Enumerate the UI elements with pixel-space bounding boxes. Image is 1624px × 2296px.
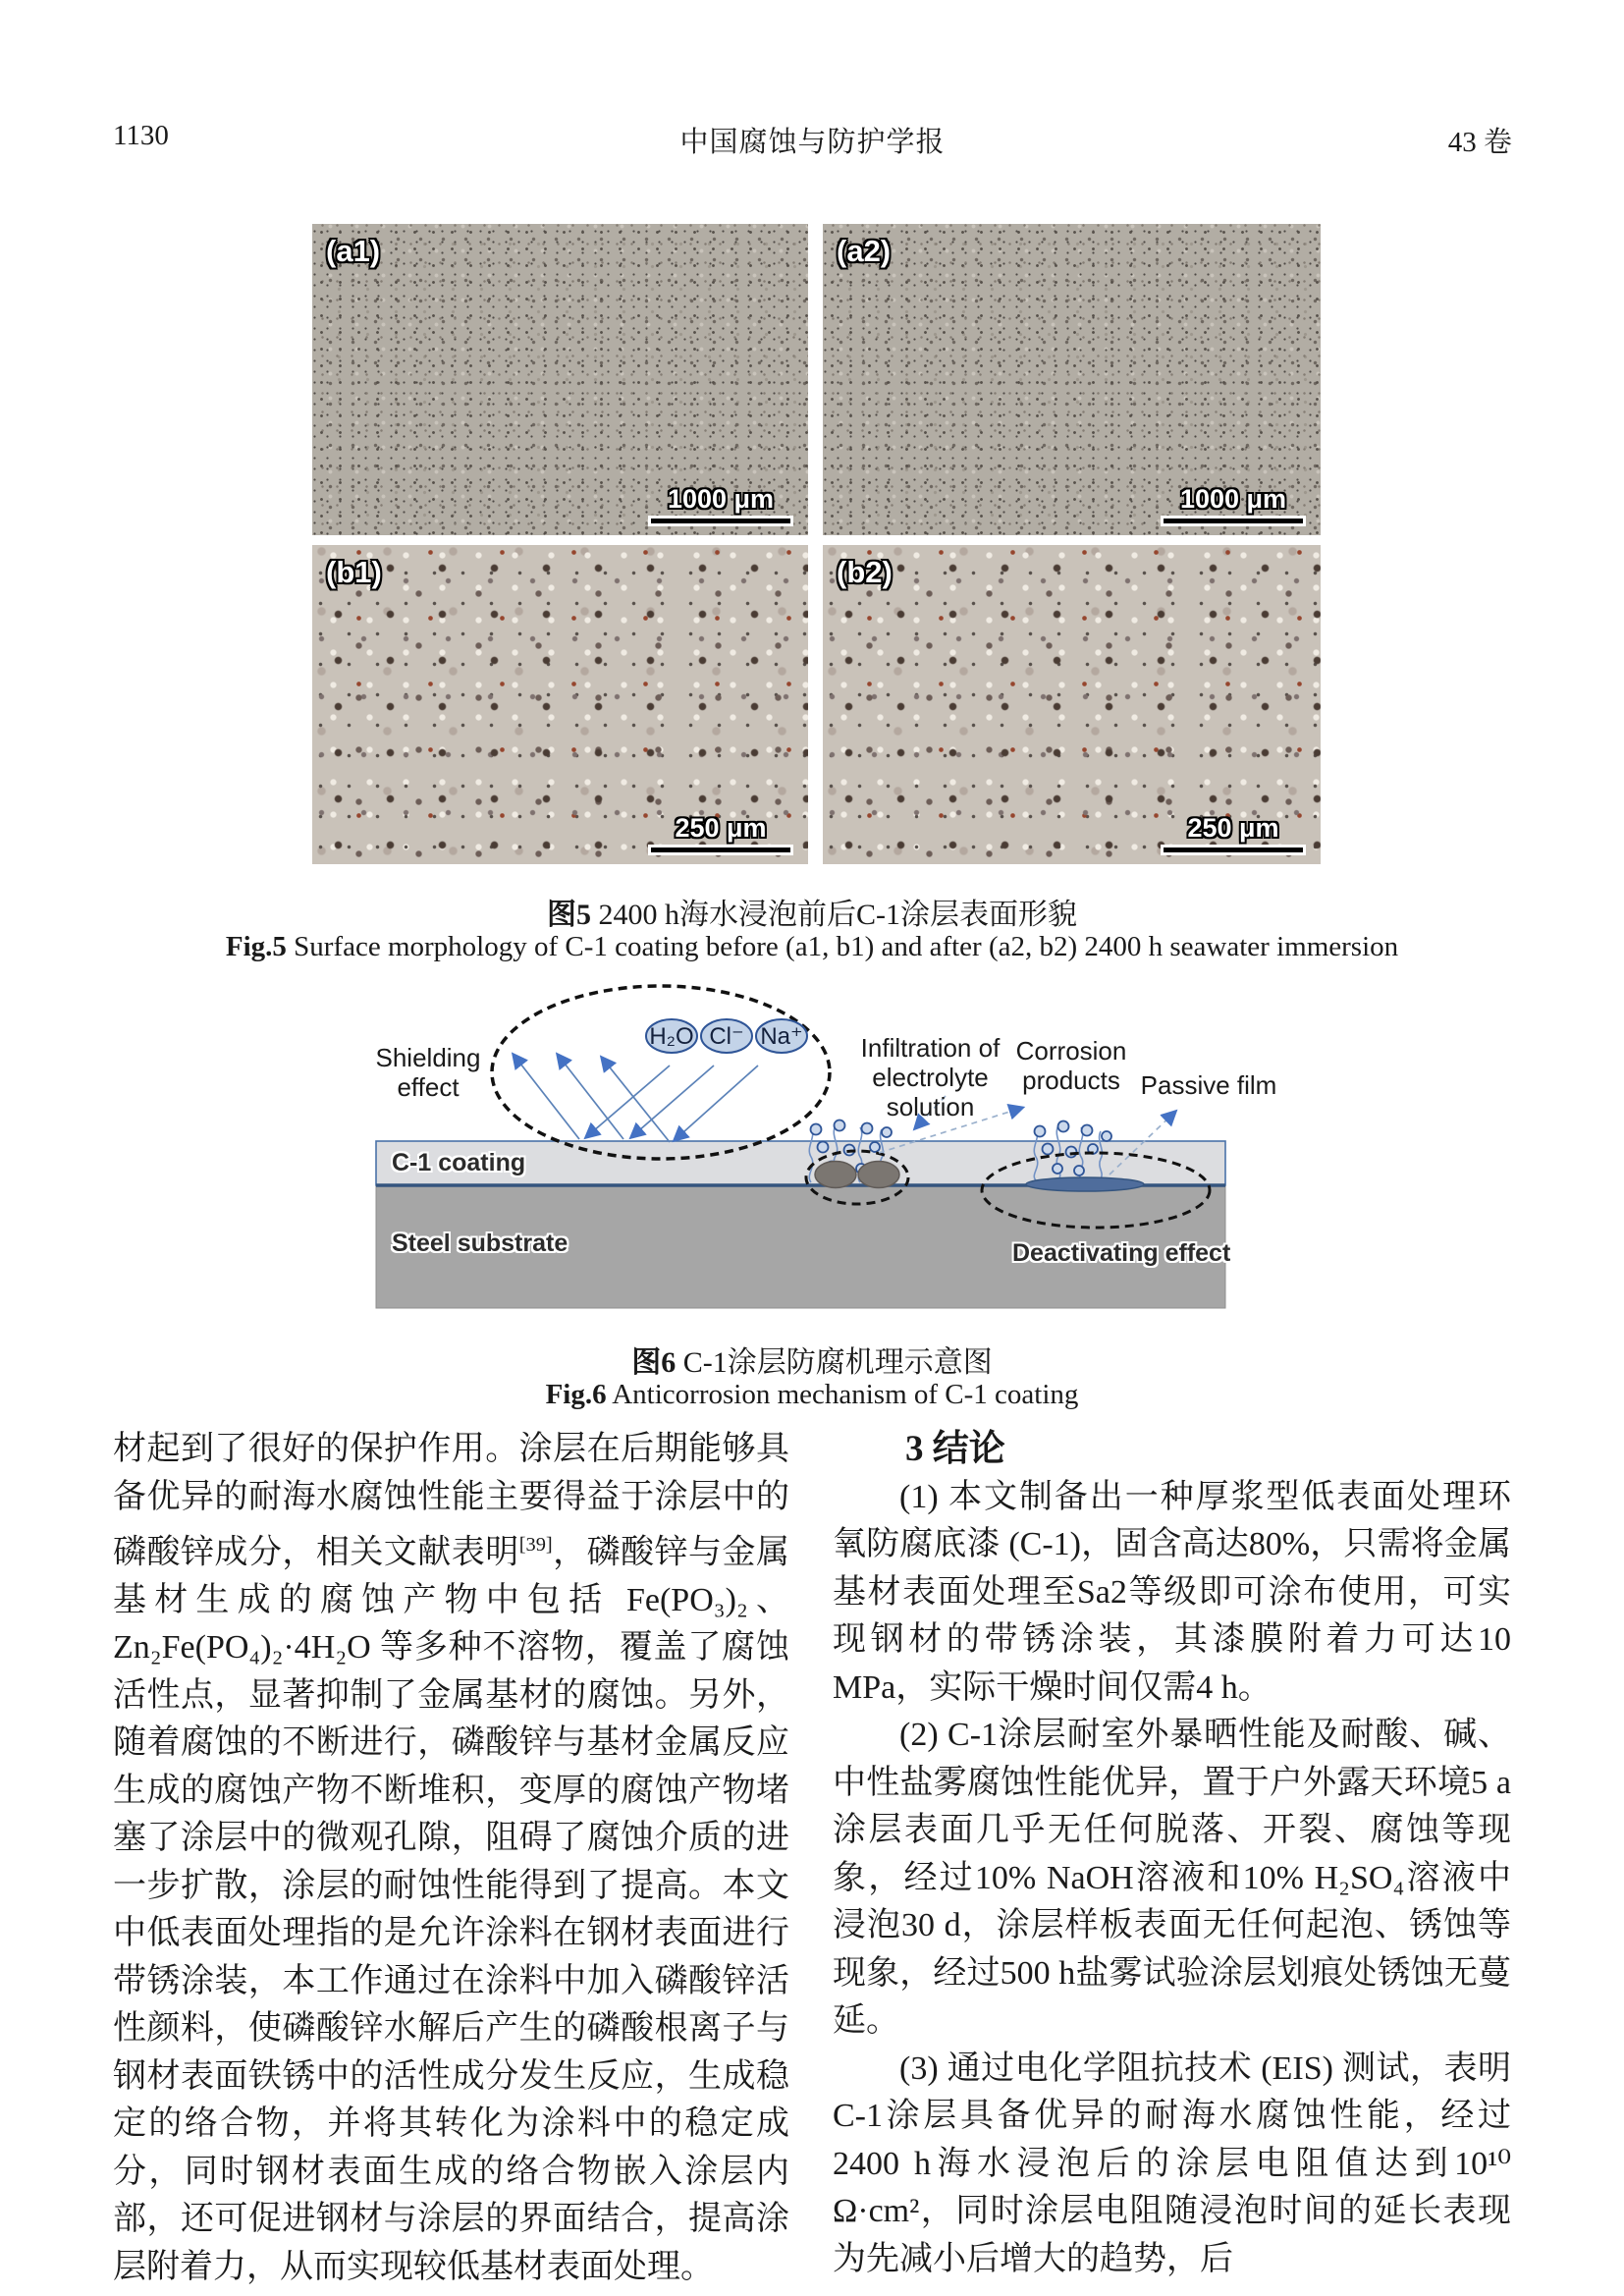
scalebar-a1: 1000 μm — [651, 484, 790, 523]
figure5-caption-zh: 图5 2400 h海水浸泡前后C-1涂层表面形貌 — [547, 899, 1077, 931]
figure5-micrographs — [312, 224, 1321, 864]
label-corrosion-products: Corrosion products — [1015, 1036, 1127, 1095]
ion-h2o: H₂O — [649, 1023, 694, 1050]
reference-39: [39] — [518, 1534, 553, 1556]
left-paragraph: 材起到了很好的保护作用。涂层在后期能够具备优异的耐海水腐蚀性能主要得益于涂层中的磷酸锌成分，相关文献表明[39]，磷酸锌与金属基材生成的腐蚀产物中包括 Fe(PO₃)₂、Zn₂Fe(PO₄)₂·4H₂O 等多种不溶物，覆盖了腐蚀活性点，显著抑制了金属基材的腐蚀。另外，随着腐蚀的不断进行，磷酸锌与基材金属反应生成的腐蚀产物不断堆积，变厚的腐蚀产物堵塞了涂层中的微观孔隙，阻碍了腐蚀介质的进一步扩散，涂层的耐蚀性能得到了提高。本文中低表面处理指的是允许涂料在钢材表面进行带锈涂装，本工作通过在涂料中加入磷酸锌活性颜料，使磷酸锌水解后产生的磷酸根离子与钢材表面铁锈中的活性成分发生反应，生成稳定的络合物，并将其转化为涂料中的稳定成分，同时钢材表面生成的络合物嵌入涂层内部，还可促进钢材与涂层的界面结合，提高涂层附着力，从而实现较低基材表面处理。 — [113, 1431, 790, 2285]
left-column — [113, 1426, 789, 2291]
ion-na: Na⁺ — [760, 1023, 803, 1050]
figure6-diagram — [376, 982, 1279, 1311]
conclusion-3: (3) 通过电化学阻抗技术 (EIS) 测试，表明C-1涂层具备优异的耐海水腐蚀性能，经过2400 h海水浸泡后的涂层电阻值达到10¹⁰ Ω·cm²，同时涂层电阻随浸泡时间的延长表现为先减小后增大的趋势，后 — [833, 2050, 1511, 2277]
micrograph-a1 — [312, 224, 808, 535]
ion-circles — [646, 1019, 807, 1053]
section-heading-conclusions: 3 结论 — [905, 1429, 1005, 1469]
micrograph-b1 — [312, 545, 808, 864]
journal-title: 中国腐蚀与防护学报 — [679, 127, 946, 158]
scalebar-line — [1164, 519, 1303, 523]
scalebar-line — [651, 847, 790, 852]
ion-cl: Cl⁻ — [709, 1023, 744, 1050]
conclusion-1: (1) 本文制备出一种厚浆型低表面处理环氧防腐底漆 (C-1)，固含高达80%，只需将金属基材表面处理至Sa2等级即可涂布使用，可实现钢材的带锈涂装，其漆膜附着力可达10 MPa，实际干燥时间仅需4 h。 — [833, 1478, 1511, 1706]
page-header — [113, 120, 1512, 159]
scalebar-b2: 250 μm — [1164, 813, 1303, 852]
reflected-shielding-arrows — [514, 1055, 670, 1142]
micrograph-b2 — [823, 545, 1321, 864]
label-deactivating-effect: Deactivating effect — [1012, 1239, 1231, 1267]
panel-label-a1: (a1) — [326, 234, 381, 268]
panel-label-a2: (a2) — [837, 234, 892, 268]
label-infiltration: Infiltration of electrolyte solution — [860, 1033, 1001, 1121]
panel-label-b1: (b1) — [326, 555, 382, 589]
scalebar-line — [651, 519, 790, 523]
panel-label-b2: (b2) — [837, 555, 893, 589]
label-shielding-effect: Shielding effect — [375, 1043, 481, 1102]
passive-film-shape — [1026, 1177, 1144, 1191]
scalebar-line — [1164, 847, 1303, 852]
scalebar-b1: 250 μm — [651, 813, 790, 852]
micrograph-a2 — [823, 224, 1321, 535]
volume-number: 43 卷 — [1447, 127, 1512, 158]
label-passive-film: Passive film — [1140, 1070, 1277, 1100]
figure5-caption-en: Fig.5 Surface morphology of C-1 coating before (a1, b1) and after (a2, b2) 2400 h seawater immersion — [225, 931, 1399, 962]
scalebar-a2: 1000 μm — [1164, 484, 1303, 523]
page-number: 1130 — [113, 120, 169, 151]
label-steel-substrate: Steel substrate — [392, 1230, 568, 1257]
label-c1-coating: C-1 coating — [392, 1149, 526, 1176]
figure6-caption-zh: 图6 C-1涂层防腐机理示意图 — [631, 1346, 993, 1379]
incoming-ion-arrows — [586, 1066, 758, 1140]
figure6-caption-en: Fig.6 Anticorrosion mechanism of C-1 coating — [545, 1379, 1079, 1410]
conclusion-2: (2) C-1涂层耐室外暴晒性能及耐酸、碱、中性盐雾腐蚀性能优异，置于户外露天环境5 a涂层表面几乎无任何脱落、开裂、腐蚀等现象，经过10% NaOH溶液和10% H₂SO₄溶液中浸泡30 d，涂层样板表面无任何起泡、锈蚀等现象，经过500 h盐雾试验涂层划痕处锈蚀无蔓延。 — [833, 1717, 1511, 2039]
right-column — [833, 1426, 1511, 2283]
